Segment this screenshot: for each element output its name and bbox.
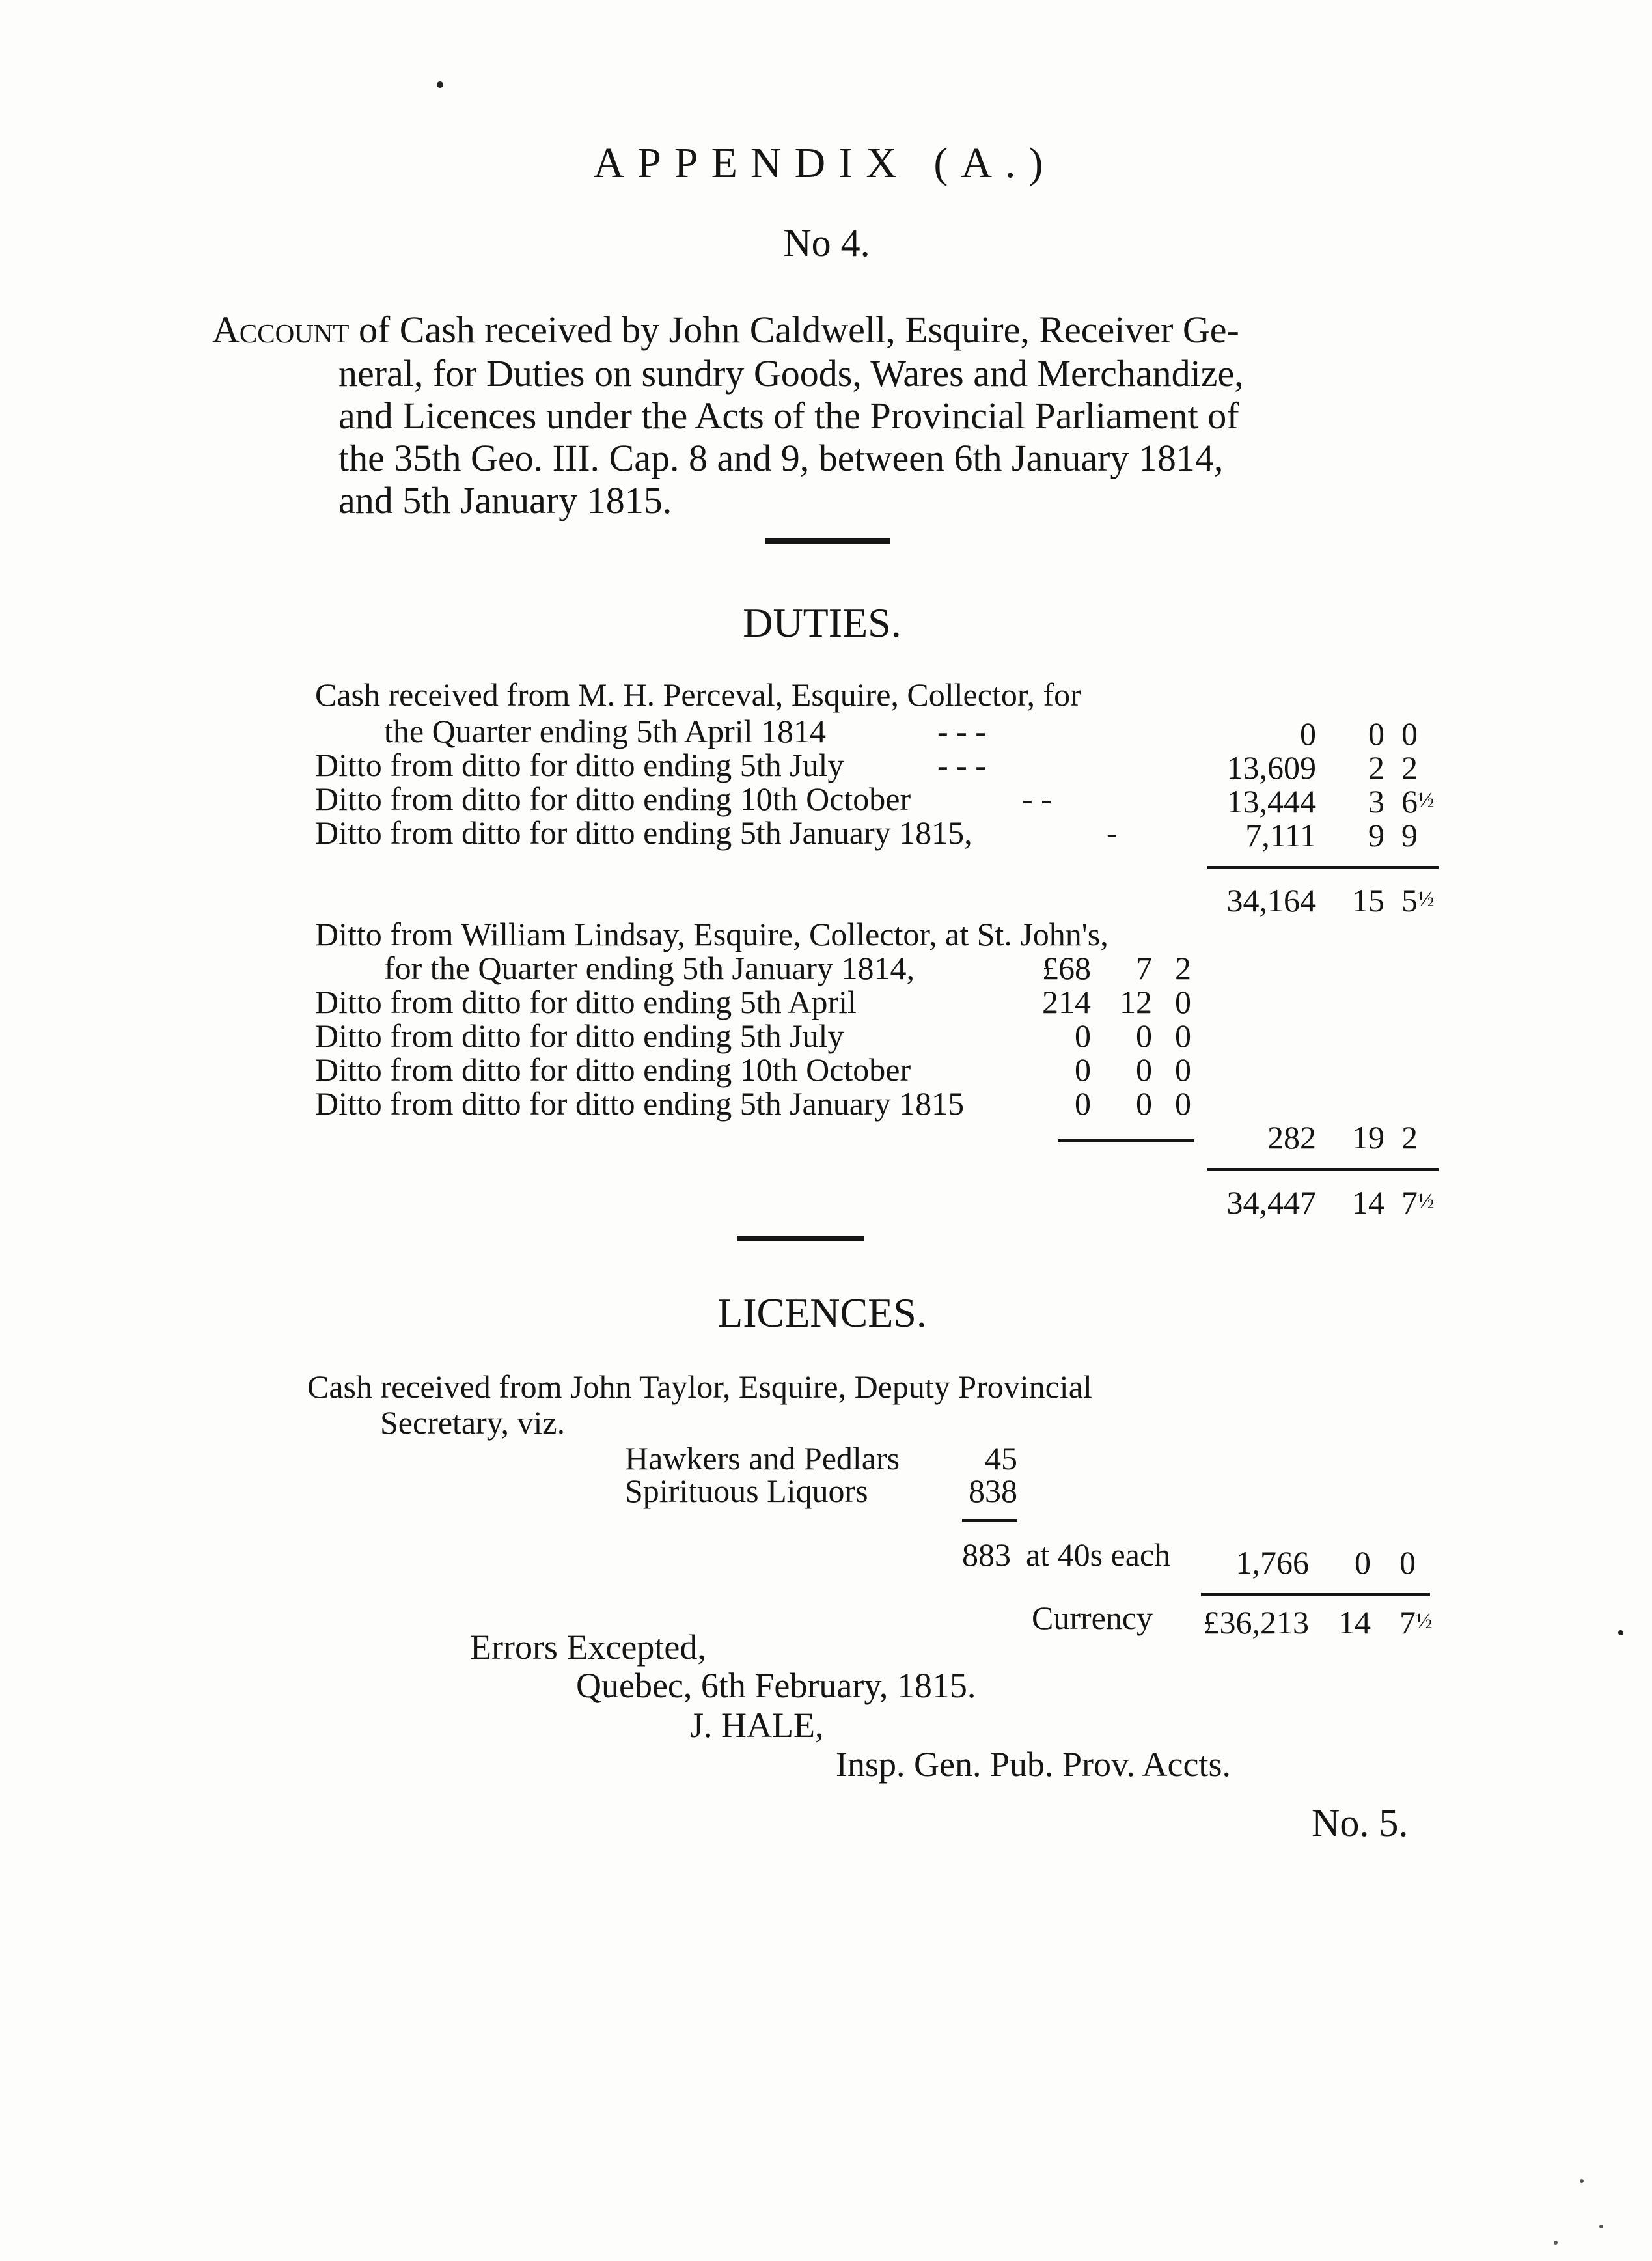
errors-excepted: Errors Excepted,	[470, 1628, 706, 1667]
row-pounds: 0	[1075, 1018, 1091, 1054]
licence-count: 45	[985, 1440, 1017, 1477]
account-line-5: and 5th January 1815.	[338, 479, 672, 521]
licences-heading: LICENCES.	[717, 1290, 927, 1336]
amount-pence: 0	[1399, 1544, 1416, 1581]
pence-fraction: ½	[1416, 1609, 1433, 1633]
account-text-1: of Cash received by John Caldwell, Esquire, Receiver Ge-	[358, 309, 1239, 351]
row-dots: - - -	[937, 747, 986, 783]
pence-fraction: ½	[1418, 1189, 1435, 1214]
row-pence: 0	[1175, 1085, 1191, 1122]
row-pounds: 0	[1300, 715, 1316, 752]
row-shillings: 12	[1120, 984, 1152, 1020]
duties-heading: DUTIES.	[743, 600, 902, 646]
pence-fraction: ½	[1418, 788, 1435, 812]
row-dots: - -	[1022, 781, 1052, 817]
licence-total-count: 883	[962, 1536, 1011, 1573]
account-line-2: neral, for Duties on sundry Goods, Wares and Merchandize,	[338, 352, 1244, 395]
row-pence: 0	[1175, 1018, 1191, 1054]
pence-value: 7	[1401, 1184, 1418, 1221]
account-line-4: the 35th Geo. III. Cap. 8 and 9, between 6th January 1814,	[338, 437, 1224, 479]
licence-label: Spirituous Liquors	[625, 1473, 868, 1509]
appendix-title: APPENDIX (A.)	[593, 139, 1056, 187]
amount-pounds: 1,766	[1235, 1544, 1309, 1581]
place-date: Quebec, 6th February, 1815.	[576, 1666, 976, 1705]
row-pence: 9	[1401, 817, 1418, 853]
row-label: Ditto from ditto for ditto ending 10th October	[315, 1051, 911, 1088]
grand-shillings: 14	[1338, 1604, 1371, 1641]
account-smallcaps: Account	[212, 309, 350, 351]
pence-value: 6	[1401, 783, 1418, 820]
row-pounds: 0	[1075, 1085, 1091, 1122]
licences-intro: Cash received from John Taylor, Esquire, Deputy Provincial	[307, 1368, 1092, 1405]
row-pence: 0	[1175, 984, 1191, 1020]
row-label: Ditto from ditto for ditto ending 5th July	[315, 747, 844, 783]
licence-count: 838	[969, 1473, 1017, 1509]
row-shillings: 0	[1136, 1018, 1152, 1054]
account-line-3: and Licences under the Acts of the Provincial Parliament of	[338, 395, 1239, 437]
pence-fraction: ½	[1418, 887, 1435, 911]
signer-name: J. HALE,	[690, 1706, 824, 1745]
row-pounds: 13,444	[1226, 783, 1316, 820]
signer-title: Insp. Gen. Pub. Prov. Accts.	[836, 1745, 1231, 1784]
licence-rate: at 40s each	[1026, 1536, 1171, 1573]
row-label: Ditto from ditto for ditto ending 10th October	[315, 781, 911, 817]
row-label: the Quarter ending 5th April 1814	[384, 713, 827, 749]
row-pence: 0	[1175, 1051, 1191, 1088]
row-shillings: 3	[1368, 783, 1384, 820]
row-label: Ditto from ditto for ditto ending 5th January 1815,	[315, 814, 972, 851]
row-label: for the Quarter ending 5th January 1814,	[384, 950, 915, 986]
row-shillings: 0	[1368, 715, 1384, 752]
grand-pounds: £36,213	[1203, 1604, 1309, 1641]
row-pounds: 214	[1042, 984, 1091, 1020]
amount-shillings: 0	[1355, 1544, 1371, 1581]
row-label: Ditto from ditto for ditto ending 5th April	[315, 984, 857, 1020]
lindsay-intro: Ditto from William Lindsay, Esquire, Collector, at St. John's,	[315, 916, 1108, 952]
row-shillings: 7	[1136, 950, 1152, 986]
total-pounds: 34,447	[1226, 1184, 1316, 1221]
subtotal-pounds: 282	[1267, 1119, 1316, 1156]
licences-intro-2: Secretary, viz.	[380, 1404, 566, 1441]
document-number: No 4.	[783, 221, 870, 264]
currency-label: Currency	[1032, 1600, 1153, 1636]
row-shillings: 0	[1136, 1051, 1152, 1088]
next-page-number: No. 5.	[1312, 1801, 1409, 1844]
pence-value: 5	[1401, 882, 1418, 919]
subtotal-shillings: 19	[1352, 1119, 1384, 1156]
row-pounds: £68	[1042, 950, 1091, 986]
subtotal-shillings: 15	[1352, 882, 1384, 919]
row-pounds: 13,609	[1226, 749, 1316, 786]
row-pence: 2	[1175, 950, 1191, 986]
total-shillings: 14	[1352, 1184, 1384, 1221]
row-label: Ditto from ditto for ditto ending 5th July	[315, 1018, 844, 1054]
row-label: Ditto from ditto for ditto ending 5th January 1815	[315, 1085, 965, 1122]
row-shillings: 0	[1136, 1085, 1152, 1122]
row-shillings: 9	[1368, 817, 1384, 853]
subtotal-pence: 2	[1401, 1119, 1418, 1156]
row-pounds: 7,111	[1245, 817, 1316, 853]
row-shillings: 2	[1368, 749, 1384, 786]
subtotal-pounds: 34,164	[1226, 882, 1316, 919]
row-dots: -	[1107, 814, 1118, 851]
pence-value: 7	[1399, 1604, 1416, 1641]
perceval-intro: Cash received from M. H. Perceval, Esquire, Collector, for	[315, 676, 1081, 713]
row-pounds: 0	[1075, 1051, 1091, 1088]
row-pence: 2	[1401, 749, 1418, 786]
row-dots: - - -	[937, 713, 986, 749]
row-pence: 0	[1401, 715, 1418, 752]
licence-label: Hawkers and Pedlars	[625, 1440, 900, 1477]
